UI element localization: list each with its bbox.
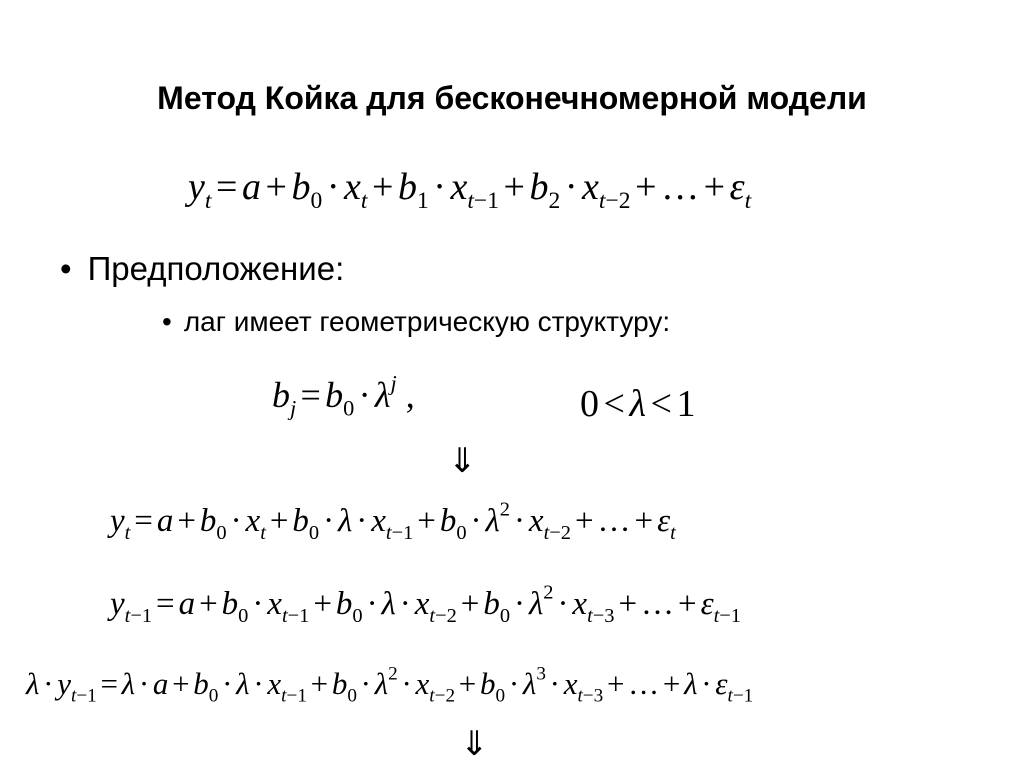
bullet-marker: • <box>60 250 72 287</box>
slide-title: Метод Койка для бесконечномерной модели <box>157 80 867 116</box>
assumption-detail-bullet <box>162 303 670 341</box>
lambda-times-lagged-equation: $\lambda \cdot y_{t-1} = \lambda \cdot a + b_0 \cdot \lambda \cdot x_{t-1} + b_0 \cdot \lambda^2 \cdot x_{t-2} + b_0 \cdot \lambda^3 \cdot x_{t-3}$ + … + $\lambda \cdot \varepsilon_{t-1}$ <box>26 663 754 707</box>
substituted-equation: $y_t = a + b_0 \cdot x_t + b_0 \cdot \lambda \cdot x_{t-1} + b_0 \cdot \lambda^2 \cdot x_{t-2}$ + … + $\varepsilon_t$ <box>110 498 676 544</box>
lag-structure-equation: $b_j = b_0 \cdot \lambda^j$ , <box>272 370 415 421</box>
bullet-marker: • <box>162 306 172 337</box>
model-equation: $y_t = a + b_0 \cdot x_t + b_1 \cdot x_{t-1} + b_2 \cdot x_{t-2}$ + … + $\varepsilon_t$ <box>188 166 752 214</box>
assumption-label: Предположение: <box>87 250 345 287</box>
lambda-constraint: 0 < λ < 1 <box>580 383 696 425</box>
assumption-bullet <box>60 247 344 291</box>
implication-arrow: ⇓ <box>448 441 477 481</box>
assumption-detail: лаг имеет геометрическую структуру: <box>183 306 671 337</box>
implication-arrow: ⇓ <box>460 724 489 764</box>
lagged-equation: $y_{t-1} = a + b_0 \cdot x_{t-1} + b_0 \cdot \lambda \cdot x_{t-2} + b_0 \cdot \lambda^2 \cdot x_{t-3}$ + … + $\varepsilon_{t-1}$ <box>110 581 742 627</box>
